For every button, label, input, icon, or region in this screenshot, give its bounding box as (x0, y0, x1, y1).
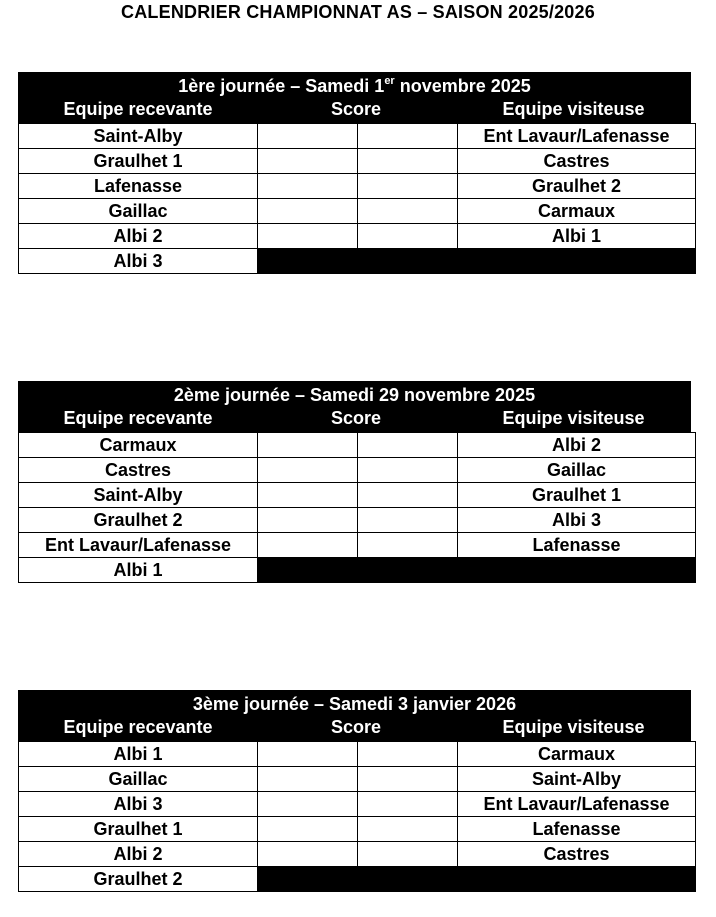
away-score-cell[interactable] (358, 742, 458, 767)
away-team-header: Equipe visiteuse (502, 717, 645, 737)
score-header: Score (330, 717, 382, 737)
home-score-cell[interactable] (258, 124, 358, 149)
home-score-cell[interactable] (258, 817, 358, 842)
home-score-cell[interactable] (258, 433, 358, 458)
round-title-text: 1ère journée – Samedi 1 (178, 76, 385, 96)
away-team: Carmaux (458, 199, 696, 224)
away-team: Graulhet 1 (458, 483, 696, 508)
match-row (19, 508, 696, 533)
away-score-cell[interactable] (358, 433, 458, 458)
column-headers (19, 406, 690, 431)
home-team-header: Equipe recevante (63, 717, 213, 737)
home-score-cell[interactable] (258, 533, 358, 558)
score-header: Score (330, 408, 382, 428)
home-score-cell[interactable] (258, 174, 358, 199)
home-score-cell[interactable] (258, 767, 358, 792)
score-header: Score (330, 99, 382, 119)
home-team-header: Equipe recevante (63, 408, 213, 428)
home-score-cell[interactable] (258, 483, 358, 508)
round-title (19, 73, 690, 97)
home-score-cell[interactable] (258, 842, 358, 867)
round-3-table (18, 690, 691, 892)
home-team: Gaillac (19, 767, 258, 792)
away-score-cell[interactable] (358, 174, 458, 199)
match-row (19, 817, 696, 842)
match-list (18, 432, 696, 583)
bye-blackout (258, 867, 696, 892)
away-score-cell[interactable] (358, 533, 458, 558)
bye-team: Albi 3 (19, 249, 258, 274)
away-score-cell[interactable] (358, 199, 458, 224)
away-team: Castres (458, 842, 696, 867)
home-team: Saint-Alby (19, 124, 258, 149)
match-row (19, 767, 696, 792)
away-team-header: Equipe visiteuse (502, 99, 645, 119)
home-team: Graulhet 1 (19, 149, 258, 174)
home-team: Graulhet 2 (19, 508, 258, 533)
home-score-cell[interactable] (258, 792, 358, 817)
away-team: Graulhet 2 (458, 174, 696, 199)
bye-team: Albi 1 (19, 558, 258, 583)
match-list (18, 123, 696, 274)
round-title-text: 2ème journée – Samedi 29 novembre 2025 (173, 385, 536, 405)
home-team: Gaillac (19, 199, 258, 224)
away-score-cell[interactable] (358, 842, 458, 867)
round-1-table (18, 72, 691, 274)
away-score-cell[interactable] (358, 149, 458, 174)
match-row (19, 842, 696, 867)
bye-row (19, 558, 696, 583)
match-row (19, 533, 696, 558)
away-score-cell[interactable] (358, 124, 458, 149)
home-team: Carmaux (19, 433, 258, 458)
away-team-header: Equipe visiteuse (502, 408, 645, 428)
home-score-cell[interactable] (258, 508, 358, 533)
match-row (19, 149, 696, 174)
round-title (19, 691, 690, 715)
away-team: Castres (458, 149, 696, 174)
home-team: Albi 2 (19, 842, 258, 867)
home-team: Albi 2 (19, 224, 258, 249)
home-team: Graulhet 1 (19, 817, 258, 842)
match-row (19, 483, 696, 508)
away-team: Saint-Alby (458, 767, 696, 792)
home-team: Albi 3 (19, 792, 258, 817)
away-team: Lafenasse (458, 533, 696, 558)
home-team: Lafenasse (19, 174, 258, 199)
away-team: Lafenasse (458, 817, 696, 842)
home-team: Castres (19, 458, 258, 483)
home-score-cell[interactable] (258, 149, 358, 174)
bye-row (19, 867, 696, 892)
round-header (18, 381, 691, 432)
match-row (19, 742, 696, 767)
match-row (19, 224, 696, 249)
match-list (18, 741, 696, 892)
away-team: Albi 2 (458, 433, 696, 458)
away-score-cell[interactable] (358, 817, 458, 842)
bye-blackout (258, 558, 696, 583)
match-row (19, 458, 696, 483)
away-score-cell[interactable] (358, 224, 458, 249)
round-2-table (18, 381, 691, 583)
column-headers (19, 97, 690, 122)
away-score-cell[interactable] (358, 483, 458, 508)
away-team: Ent Lavaur/Lafenasse (458, 124, 696, 149)
home-team: Saint-Alby (19, 483, 258, 508)
away-score-cell[interactable] (358, 792, 458, 817)
round-title-text-end: novembre 2025 (394, 76, 531, 96)
round-title-superscript: er (384, 75, 395, 87)
home-score-cell[interactable] (258, 742, 358, 767)
round-header (18, 72, 691, 123)
match-row (19, 792, 696, 817)
home-team: Ent Lavaur/Lafenasse (19, 533, 258, 558)
round-title (19, 382, 690, 406)
bye-row (19, 249, 696, 274)
home-team-header: Equipe recevante (63, 99, 213, 119)
round-header (18, 690, 691, 741)
away-score-cell[interactable] (358, 767, 458, 792)
away-team: Gaillac (458, 458, 696, 483)
home-score-cell[interactable] (258, 458, 358, 483)
away-team: Albi 1 (458, 224, 696, 249)
away-score-cell[interactable] (358, 508, 458, 533)
match-row (19, 433, 696, 458)
match-row (19, 124, 696, 149)
column-headers (19, 715, 690, 740)
away-team: Ent Lavaur/Lafenasse (458, 792, 696, 817)
round-title-text: 3ème journée – Samedi 3 janvier 2026 (192, 694, 517, 714)
home-score-cell[interactable] (258, 199, 358, 224)
home-score-cell[interactable] (258, 224, 358, 249)
away-score-cell[interactable] (358, 458, 458, 483)
away-team: Albi 3 (458, 508, 696, 533)
match-row (19, 174, 696, 199)
match-row (19, 199, 696, 224)
bye-blackout (258, 249, 696, 274)
home-team: Albi 1 (19, 742, 258, 767)
document-title: CALENDRIER CHAMPIONNAT AS – SAISON 2025/2026 (121, 2, 595, 22)
bye-team: Graulhet 2 (19, 867, 258, 892)
away-team: Carmaux (458, 742, 696, 767)
